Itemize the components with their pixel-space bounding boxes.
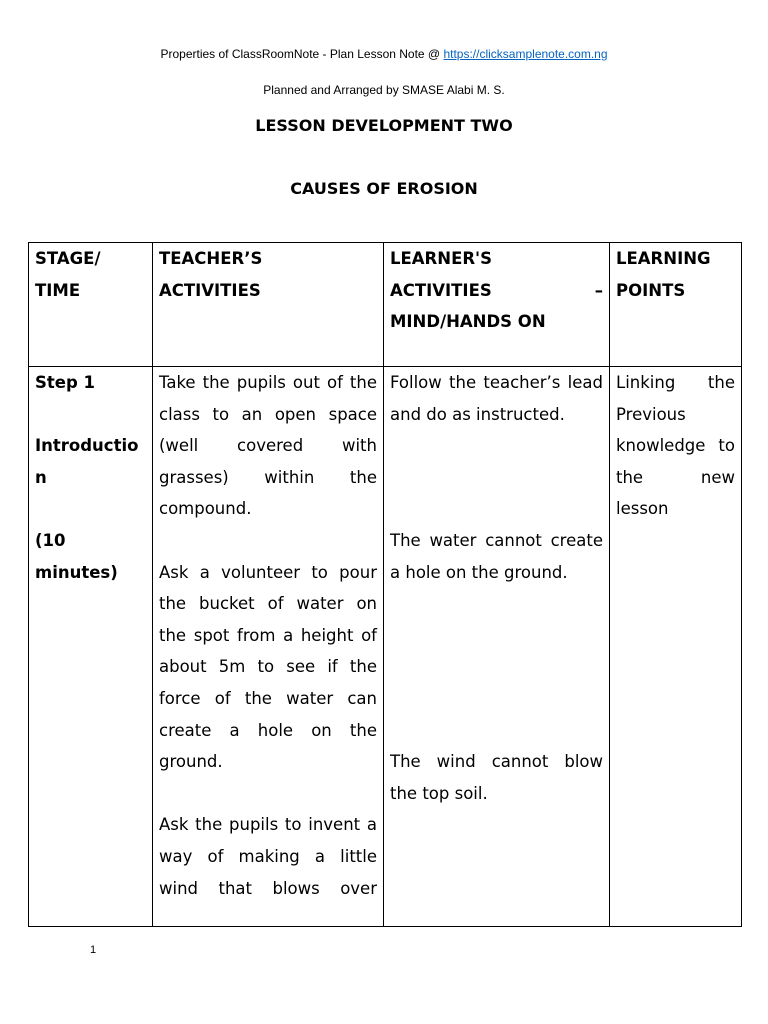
table-row xyxy=(29,367,742,927)
learner-activity-2: The water cannot create a hole on the ground. xyxy=(390,530,603,582)
header-teacher-line-1: TEACHER’S xyxy=(159,249,263,268)
header-teacher xyxy=(153,243,384,367)
stage-name-line-2: n xyxy=(35,467,47,487)
header-teacher-line-2: ACTIVITIES xyxy=(159,280,261,300)
learner-activity-1: Follow the teacher’s lead and do as instructed. xyxy=(390,373,603,424)
header-points xyxy=(610,243,742,367)
learning-points-text: Linking the Previous knowledge to the new lesson xyxy=(616,373,735,519)
properties-line xyxy=(0,47,768,61)
header-stage xyxy=(29,243,153,367)
learner-activity-3: The wind cannot blow the top soil. xyxy=(390,752,603,803)
header-learner-line-3: MIND/HANDS ON xyxy=(390,312,546,332)
stage-time-line-2: minutes) xyxy=(35,562,118,582)
stage-step: Step 1 xyxy=(35,373,95,392)
stage-name-line-1: Introductio xyxy=(35,436,139,456)
teacher-activities-cell xyxy=(153,367,384,927)
topic-title: CAUSES OF EROSION xyxy=(290,179,478,198)
stage-cell xyxy=(29,367,153,927)
header-stage-line-1: STAGE/ xyxy=(35,249,101,268)
header-points-line-1: LEARNING xyxy=(616,249,711,268)
learning-points-cell xyxy=(610,367,742,927)
properties-link[interactable]: https://clicksamplenote.com.ng xyxy=(443,47,608,61)
stage-time-line-1: (10 xyxy=(35,530,66,550)
header-points-line-2: POINTS xyxy=(616,280,686,300)
header-stage-line-2: TIME xyxy=(35,280,81,300)
teacher-activity-3: Ask the pupils to invent a way of making a little wind that blows over xyxy=(159,815,377,898)
header-learner-line-2: ACTIVITIES – xyxy=(390,280,603,300)
lesson-table xyxy=(28,242,742,927)
header-learner xyxy=(384,243,610,367)
planned-by: Planned and Arranged by SMASE Alabi M. S. xyxy=(263,83,505,97)
properties-prefix: Properties of ClassRoomNote - Plan Lesson Note @ xyxy=(160,47,444,61)
teacher-activity-1: Take the pupils out of the class to an open space (well covered with grasses) within the compound. xyxy=(159,373,377,519)
lesson-title: LESSON DEVELOPMENT TWO xyxy=(255,116,513,135)
learner-activities-cell xyxy=(384,367,610,927)
page-number: 1 xyxy=(90,944,97,956)
teacher-activity-2: Ask a volunteer to pour the bucket of water on the spot from a height of about 5m to see if the force of the water can create a hole on the ground. xyxy=(159,562,377,772)
header-learner-line-1: LEARNER'S xyxy=(390,249,492,268)
table-header-row xyxy=(29,243,742,367)
